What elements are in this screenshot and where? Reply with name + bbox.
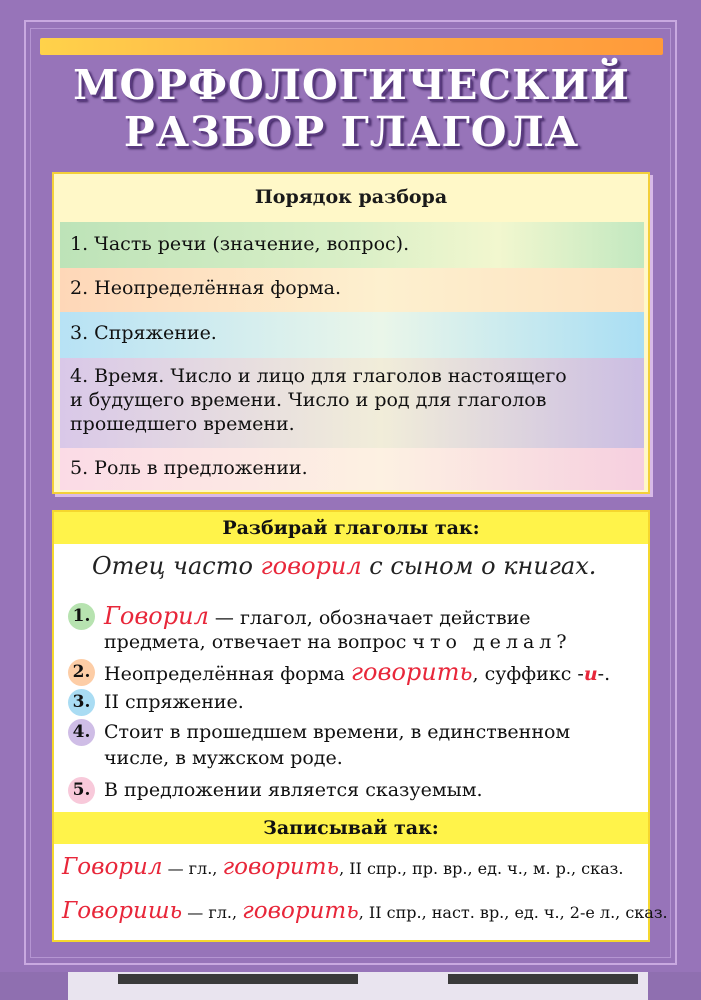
record-1-word: Говорил: [62, 854, 163, 880]
record-1-infinitive: говорить: [222, 854, 340, 880]
suffix: и: [583, 663, 598, 685]
parse-item-1-word: Говорил: [104, 602, 209, 630]
page-title: [40, 62, 663, 156]
cropped-text-fragment-2: [448, 974, 638, 984]
suffix-label: , суффикс -: [472, 663, 584, 685]
order-panel: [52, 172, 650, 494]
number-badge-4: 4.: [68, 719, 95, 746]
sentence-part-1: Отец часто: [92, 552, 261, 580]
parse-heading: Разбирай глаголы так:: [54, 512, 648, 544]
parse-item-1: [68, 602, 648, 654]
record-heading: Записывай так:: [54, 812, 648, 844]
parse-item-2-text: [104, 660, 644, 686]
order-item-4-line-2: и будущего времени. Число и род для глаголов: [70, 389, 547, 411]
parse-item-5-text: В предложении является сказуемым.: [104, 779, 483, 801]
parse-item-1-desc: — глагол, обозначает действие: [208, 607, 531, 629]
record-1-a: — гл.,: [162, 859, 223, 878]
record-2-b: , II спр., наст. вр., ед. ч., 2-е л., сказ.: [358, 903, 668, 922]
question: что делал?: [412, 631, 572, 653]
record-2-infinitive: говорить: [242, 898, 359, 924]
record-1-b: , II спр., пр. вр., ед. ч., м. р., сказ.: [339, 859, 624, 878]
parse-item-4-text: Стоит в прошедшем времени, в единственном: [104, 721, 571, 743]
record-line-1: [62, 854, 623, 880]
suffix-end: -.: [597, 663, 611, 685]
parse-item-1-text: [104, 604, 644, 630]
number-badge-1: 1.: [68, 603, 95, 630]
order-item-3: 3. Спряжение.: [60, 312, 644, 358]
order-item-4-line-1: 4. Время. Число и лицо для глаголов настоящего: [70, 365, 567, 387]
parse-item-1-line-2: [104, 630, 644, 654]
title-line-2: РАЗБОР ГЛАГОЛА: [123, 108, 580, 156]
order-item-4-line-3: прошедшего времени.: [70, 413, 295, 435]
top-bar: [40, 38, 663, 55]
record-2-word: Говоришь: [62, 898, 183, 924]
sentence-verb: говорил: [260, 552, 362, 580]
order-item-5: 5. Роль в предложении.: [60, 448, 644, 490]
cropped-text-fragment-1: [118, 974, 358, 984]
parse-panel: [52, 510, 668, 942]
order-heading: Порядок разбора: [254, 186, 448, 208]
sentence-part-2: с сыном о книгах.: [361, 552, 597, 580]
parse-item-1-line2a: предмета, отвечает на вопрос: [104, 631, 413, 653]
number-badge-3: 3.: [68, 689, 95, 716]
parse-item-4: [68, 718, 648, 770]
record-2-a: — гл.,: [182, 903, 243, 922]
order-item-1: 1. Часть речи (значение, вопрос).: [60, 222, 644, 268]
parse-item-4-line-2: числе, в мужском роде.: [104, 747, 343, 769]
order-item-2: 2. Неопределённая форма.: [60, 268, 644, 312]
number-badge-5: 5.: [68, 777, 95, 804]
example-sentence: [92, 552, 632, 580]
order-item-4: [60, 358, 644, 448]
infinitive-word: говорить: [350, 658, 473, 686]
number-badge-2: 2.: [68, 659, 95, 686]
parse-item-2-desc: Неопределённая форма: [104, 663, 351, 685]
title-line-1: МОРФОЛОГИЧЕСКИЙ: [73, 61, 630, 109]
record-line-2: [62, 898, 668, 924]
parse-item-3-text: II спряжение.: [104, 691, 244, 713]
bottom-page-strip: [68, 972, 648, 1000]
